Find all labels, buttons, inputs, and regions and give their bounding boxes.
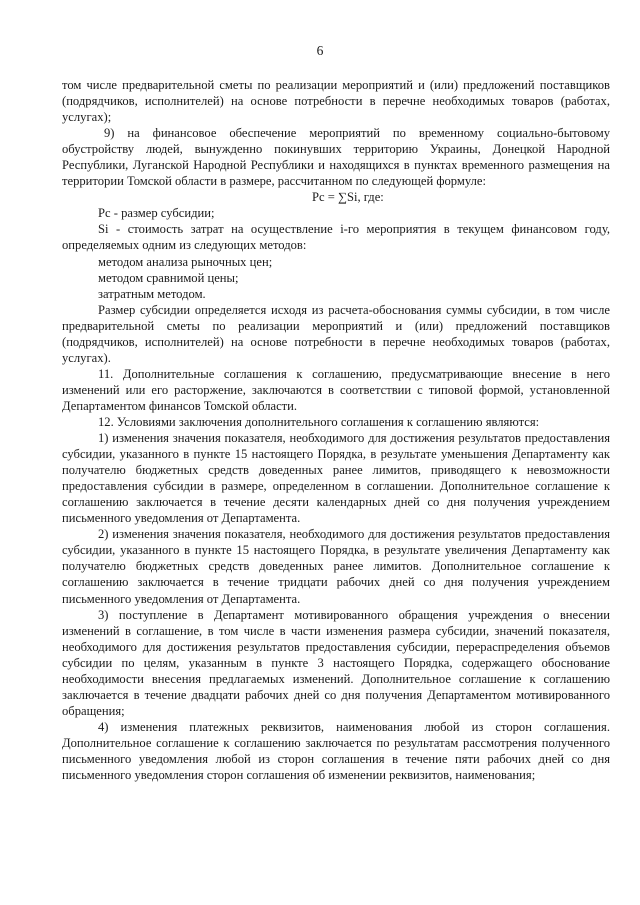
method-market-prices: методом анализа рыночных цен; (98, 254, 273, 269)
page-number: 6 (316, 43, 324, 58)
paragraph-clause-12: 12. Условиями заключения дополнительного соглашения к соглашению являются: (98, 414, 540, 429)
paragraph-continuation: том числе предварительной сметы по реализации мероприятий и (или) предложений поставщиков (подрядчиков, исполнителей) на основе потребности в перечне необходимых товаров (работах, услугах); (62, 78, 610, 125)
paragraph-condition-4: 4) изменения платежных реквизитов, наименования любой из сторон соглашения. Дополнительное соглашение к соглашению заключается по результатам рассмотрения полученного письменного уведомления любой из сторон соглашения в течение пяти рабочих дней со дня письменного уведомления сторон соглашения об изменении реквизитов, наименования; (62, 719, 610, 783)
formula: Pc = ∑Si, где: (312, 190, 384, 205)
paragraph-item-9: 9) на финансовое обеспечение мероприятий по временному социально-бытовому обустройству людей, вынужденно покинувших территорию Украины, Донецкой Народной Республики, Луганской Народной Республики и находящихся в пунктах временного размещения на территории Томской области в размере, рассчитанном по следующей формуле: (62, 126, 610, 189)
paragraph-subsidy-size: Размер субсидии определяется исходя из расчета-обоснования суммы субсидии, в том числе предварительной сметы по реализации мероприятий и (или) предложений поставщиков (подрядчиков, исполнителей) на основе потребности в перечне необходимых товаров (работах, услугах). (62, 302, 610, 365)
paragraph-condition-3: 3) поступление в Департамент мотивированного обращения учреждения о внесении изменений в соглашение, в том числе в части изменения размера субсидии, значений показателя, необходимого для достижения результатов предоставления субсидии, перераспределения объемов субсидии по целям, указанным в пункте 3 настоящего Порядка, содержащего обоснование необходимости внесения предлагаемых изменений. Дополнительное соглашение к соглашению заключается в течение двадцати рабочих дней со дня получения Департаментом мотивированного обращения; (62, 607, 610, 718)
method-cost-based: затратным методом. (98, 286, 206, 301)
paragraph-condition-2: 2) изменения значения показателя, необходимого для достижения результатов предоставления субсидии, указанного в пункте 15 настоящего Порядка, в результате увеличения Департаменту как получателю бюджетных средств доведенных ранее лимитов. Дополнительное соглашение к соглашению заключается в течение тридцати рабочих дней со дня получения учреждением письменного уведомления от Департамента. (62, 527, 610, 606)
method-comparable-price: методом сравнимой цены; (98, 270, 239, 285)
paragraph-clause-11: 11. Дополнительные соглашения к соглашению, предусматривающие внесение в него изменений или его расторжение, заключаются в соответствии с типовой формой, установленной Департаментом финансов Томской области. (62, 366, 610, 413)
formula-definition-si: Si - стоимость затрат на осуществление i-го мероприятия в текущем финансовом году, определяемых одним из следующих методов: (62, 222, 610, 253)
paragraph-condition-1: 1) изменения значения показателя, необходимого для достижения результатов предоставления субсидии, указанного в пункте 15 настоящего Порядка, в результате уменьшения Департаменту как получателю бюджетных средств доведенных ранее лимитов, приводящего к невозможности предоставления субсидии в размере, определенном в соглашении. Дополнительное соглашение к соглашению заключается в течение десяти календарных дней со дня получения учреждением письменного уведомления от Департамента. (62, 431, 610, 526)
formula-definition-pc: Pc - размер субсидии; (98, 206, 215, 221)
document-body (62, 77, 610, 783)
